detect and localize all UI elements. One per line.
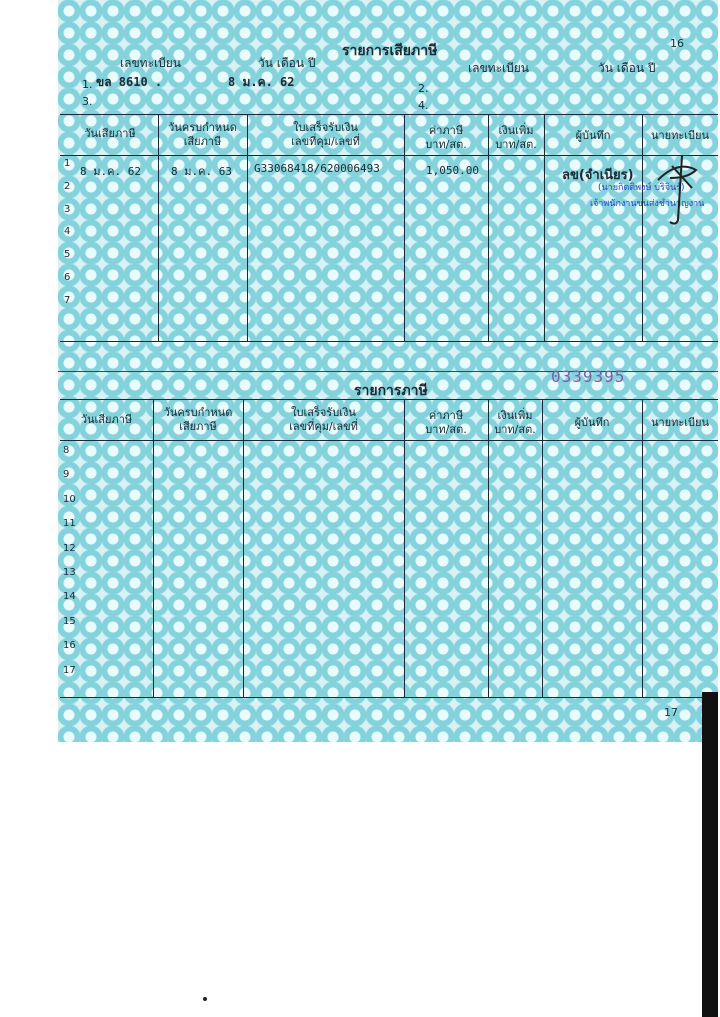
bottom-col-divider-5 — [542, 399, 543, 697]
row-number: 9 — [63, 469, 70, 481]
top-table-bottom-border — [60, 341, 718, 342]
row-number: 13 — [63, 567, 76, 578]
col-head-extra-top — [488, 124, 544, 152]
reg-entry-date-1: 8 ม.ค. 62 — [228, 75, 295, 89]
row-number: 17 — [63, 664, 76, 676]
bottom-col-divider-6 — [642, 399, 643, 697]
col-head-recorder-bottom: ผู้บันทึก — [574, 416, 610, 429]
record-1-pay-date: 8 ม.ค. 62 — [80, 165, 141, 178]
serial-number: 0339395 — [551, 367, 626, 386]
registrar-signature — [650, 148, 710, 228]
record-1-stamp-name: (นายกิตติพงษ์ บริจินร์) — [598, 183, 685, 193]
row-number: 16 — [63, 640, 76, 652]
col-head-receipt-line1: ใบเสร็จรับเงิน — [293, 121, 358, 134]
row-number: 7 — [64, 294, 71, 306]
record-1-receipt: G33068418/620006493 — [254, 162, 380, 175]
row-number: 12 — [63, 542, 76, 554]
reg-entry-num-1: 1. — [82, 78, 93, 91]
row-number: 4 — [64, 226, 71, 238]
page-number-top: 16 — [670, 37, 684, 50]
col-head-registrar-top: นายทะเบียน — [650, 129, 709, 142]
record-1-tax: 1,050.00 — [426, 164, 479, 177]
col-head-tax-line2: บาท/สต. — [425, 138, 467, 151]
reg-entry-plate-1: ขล 8610 . — [96, 75, 163, 89]
bottom-table-top-border — [60, 399, 718, 400]
reg-entry-num-3: 3. — [82, 95, 93, 108]
col-head-registrar-bottom: นายทะเบียน — [650, 416, 709, 429]
col-head-extra-line2: บาท/สต. — [495, 138, 537, 151]
col-head-receipt-bottom — [243, 406, 404, 434]
section-title-taxes: รายการภาษี — [354, 383, 428, 399]
col-head-extra-bottom — [488, 409, 542, 437]
bottom-col-divider-2 — [243, 399, 244, 697]
date-label-left: วัน เดือน ปี — [258, 56, 316, 70]
col-head-receipt-b-line1: ใบเสร็จรับเงิน — [291, 406, 356, 419]
record-1-recorder-signature: ลข(จำเนียร) — [562, 168, 634, 183]
reg-label-right: เลขทะเบียน — [468, 61, 529, 75]
scan-speck — [203, 997, 207, 1001]
row-number: 3 — [64, 203, 71, 215]
bottom-col-divider-4 — [488, 399, 489, 697]
scanner-edge-shadow — [702, 692, 718, 1017]
reg-entry-num-2: 2. — [418, 82, 429, 95]
reg-label-left: เลขทะเบียน — [120, 56, 181, 70]
col-head-tax-b-line1: ค่าภาษี — [428, 409, 464, 422]
row-number: 1 — [64, 158, 71, 169]
col-head-tax-line1: ค่าภาษี — [428, 124, 464, 137]
col-head-due-date-b-line1: วันครบกำหนด — [163, 406, 233, 419]
col-head-receipt-top — [247, 121, 404, 149]
col-head-extra-b-line1: เงินเพิ่ม — [497, 409, 533, 422]
bottom-col-divider-3 — [404, 399, 405, 697]
section-title-tax-records: รายการเสียภาษี — [342, 43, 438, 59]
record-1-stamp-title: เจ้าพนักงานขนส่งชำนาญงาน — [590, 199, 705, 209]
registration-book-page — [58, 0, 718, 742]
row-number: 2 — [64, 180, 71, 192]
bottom-col-divider-1 — [153, 399, 154, 697]
col-head-due-date-bottom — [153, 406, 243, 434]
row-number: 14 — [63, 591, 76, 603]
col-head-due-date-b-line2: เสียภาษี — [179, 420, 217, 433]
row-number: 11 — [63, 518, 76, 530]
col-head-receipt-line2: เลขที่คุม/เลขที่ — [291, 135, 360, 148]
col-head-recorder-top: ผู้บันทึก — [575, 129, 611, 142]
col-head-extra-line1: เงินเพิ่ม — [498, 124, 534, 137]
bottom-table-bottom-border — [60, 697, 718, 698]
col-head-pay-date-bottom: วันเสียภาษี — [80, 413, 133, 426]
col-head-tax-top — [404, 124, 488, 152]
col-head-tax-bottom — [404, 409, 488, 437]
top-col-divider-6 — [642, 114, 643, 341]
col-head-extra-b-line2: บาท/สต. — [494, 423, 536, 436]
col-head-due-date-top — [158, 121, 247, 149]
col-head-pay-date-top: วันเสียภาษี — [84, 127, 136, 140]
top-col-divider-5 — [544, 114, 545, 341]
col-head-due-date-line2: เสียภาษี — [183, 135, 222, 148]
record-1-due-date: 8 ม.ค. 63 — [171, 165, 232, 178]
row-number: 10 — [63, 493, 76, 505]
bottom-table-header-border — [60, 440, 718, 441]
row-number: 5 — [64, 249, 71, 261]
col-head-due-date-line1: วันครบกำหนด — [168, 121, 237, 134]
row-number: 6 — [64, 272, 71, 283]
row-number: 15 — [63, 615, 76, 627]
page-number-bottom: 17 — [664, 706, 678, 719]
col-head-receipt-b-line2: เลขที่คุม/เลขที่ — [289, 420, 358, 433]
reg-entry-num-4: 4. — [418, 99, 429, 112]
col-head-tax-b-line2: บาท/สต. — [425, 423, 467, 436]
row-number: 8 — [63, 445, 70, 456]
date-label-right: วัน เดือน ปี — [598, 61, 656, 75]
